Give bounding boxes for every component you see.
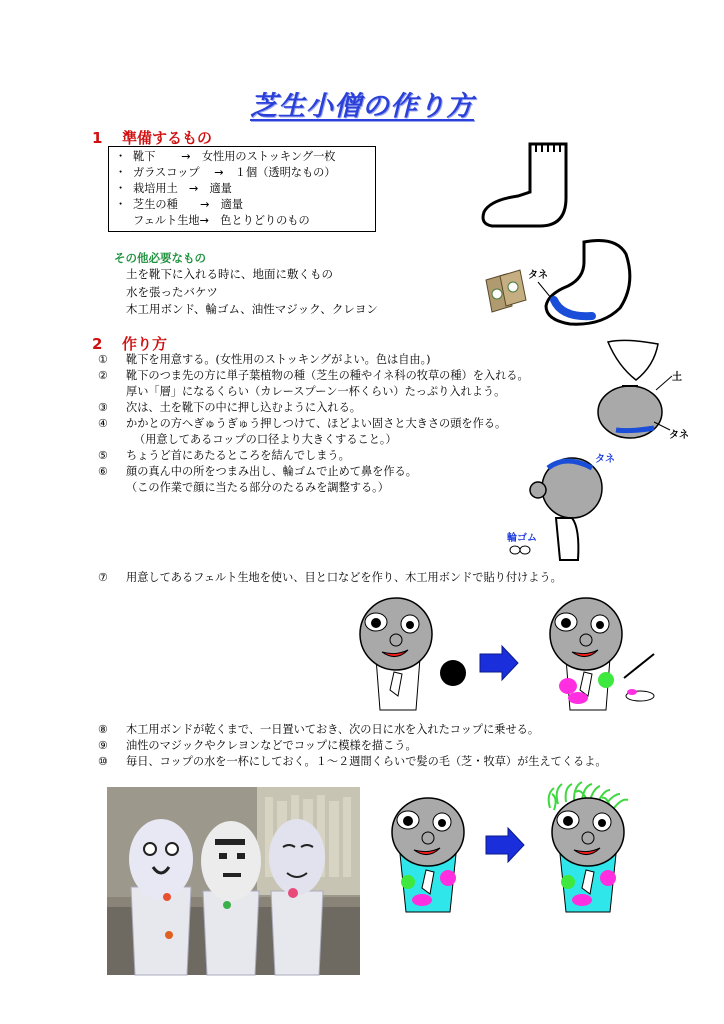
sock-illustration	[478, 140, 588, 230]
sock-with-seeds-illustration	[540, 238, 640, 330]
other-needs-item: 土を靴下に入れる時に、地面に敷くもの	[126, 267, 333, 281]
section2-number: 2	[92, 335, 103, 353]
step-row: （この作業で顔に当たる部分のたるみを調整する。）	[126, 481, 389, 494]
seed-packets-icon	[480, 268, 530, 318]
step-row: ⑨ 油性のマジックやクレヨンなどでコップに模様を描こう。	[98, 739, 417, 752]
materials-box	[108, 146, 376, 232]
step-row: ⑤ ちょうど首にあたるところを結んでしまう。	[98, 449, 350, 462]
step-row: ② 靴下のつま先の方に単子葉植物の種（芝生の種やイネ科の牧草の種）を入れる。	[98, 369, 529, 382]
felt-piece-icon	[436, 656, 470, 690]
step-row: ④ かかとの方へぎゅうぎゅう押しつけて、ほどよい固さと大きさの頭を作る。	[98, 417, 507, 430]
step-row: 厚い「層」になるくらい（カレースプーン一杯くらい）たっぷり入れよう。	[126, 385, 506, 398]
steps-list-2	[98, 722, 607, 770]
page-title: 芝生小僧の作り方	[250, 91, 474, 122]
other-needs-item: 木工用ボンド、輪ゴム、油性マジック、クレヨン	[126, 302, 378, 316]
section2-heading	[92, 333, 167, 354]
step-row: ⑧ 木工用ボンドが乾くまで、一日置いておき、次の日に水を入れたコップに乗せる。	[98, 723, 540, 736]
seed-label-3: タネ	[595, 454, 615, 465]
rubber-band-label: 輪ゴム	[507, 533, 537, 544]
other-needs-heading: その他必要なもの	[114, 251, 206, 265]
step-row: ① 靴下を用意する。(女性用のストッキングがよい。色は自由。)	[98, 353, 431, 366]
face-before-grass-illustration	[382, 796, 472, 914]
arrow-right-icon-2	[486, 828, 526, 862]
materials-item: ・ 靴下 → 女性用のストッキング一枚	[115, 150, 336, 163]
arrow-right-icon	[480, 646, 520, 680]
section1-title: 準備するもの	[122, 129, 213, 147]
seed-label-2: タネ	[669, 430, 689, 441]
section2-title: 作り方	[122, 335, 168, 353]
materials-item: フェルト生地→ 色とりどりのもの	[133, 214, 310, 227]
step7: ⑦ 用意してあるフェルト生地を使い、目と口などを作り、木工用ボンドで貼り付けよう。	[98, 571, 562, 584]
soil-label: 土	[672, 372, 682, 383]
face-with-felt-illustration	[350, 596, 440, 714]
other-needs-list	[126, 266, 378, 319]
head-forming-illustration	[500, 448, 600, 566]
seed-label-1: タネ	[528, 270, 548, 281]
steps-list	[98, 352, 529, 496]
label-pointers	[640, 370, 680, 440]
step-row: ③ 次は、土を靴下の中に押し込むように入れる。	[98, 401, 361, 414]
materials-item: ・ 栽培用土 → 適量	[115, 182, 232, 195]
face-painting-cup-illustration	[540, 596, 680, 714]
section1-number: 1	[92, 129, 103, 147]
section1-heading	[92, 127, 212, 148]
other-needs-item: 水を張ったバケツ	[126, 284, 218, 299]
face-with-grass-illustration	[540, 780, 640, 914]
materials-item: ・ ガラスコップ → １個（透明なもの）	[115, 166, 336, 179]
finished-photo	[107, 787, 360, 975]
materials-item: ・ 芝生の種 → 適量	[115, 198, 244, 211]
step-row: （用意してあるコップの口径より大きくすること。）	[134, 433, 397, 446]
step-row: ⑥ 顔の真ん中の所をつまみ出し、輪ゴムで止めて鼻を作る。	[98, 465, 417, 478]
step-row: ⑩ 毎日、コップの水を一杯にしておく。１～２週間くらいで髪の毛（芝・牧草）が生えてくるよ。	[98, 755, 607, 768]
